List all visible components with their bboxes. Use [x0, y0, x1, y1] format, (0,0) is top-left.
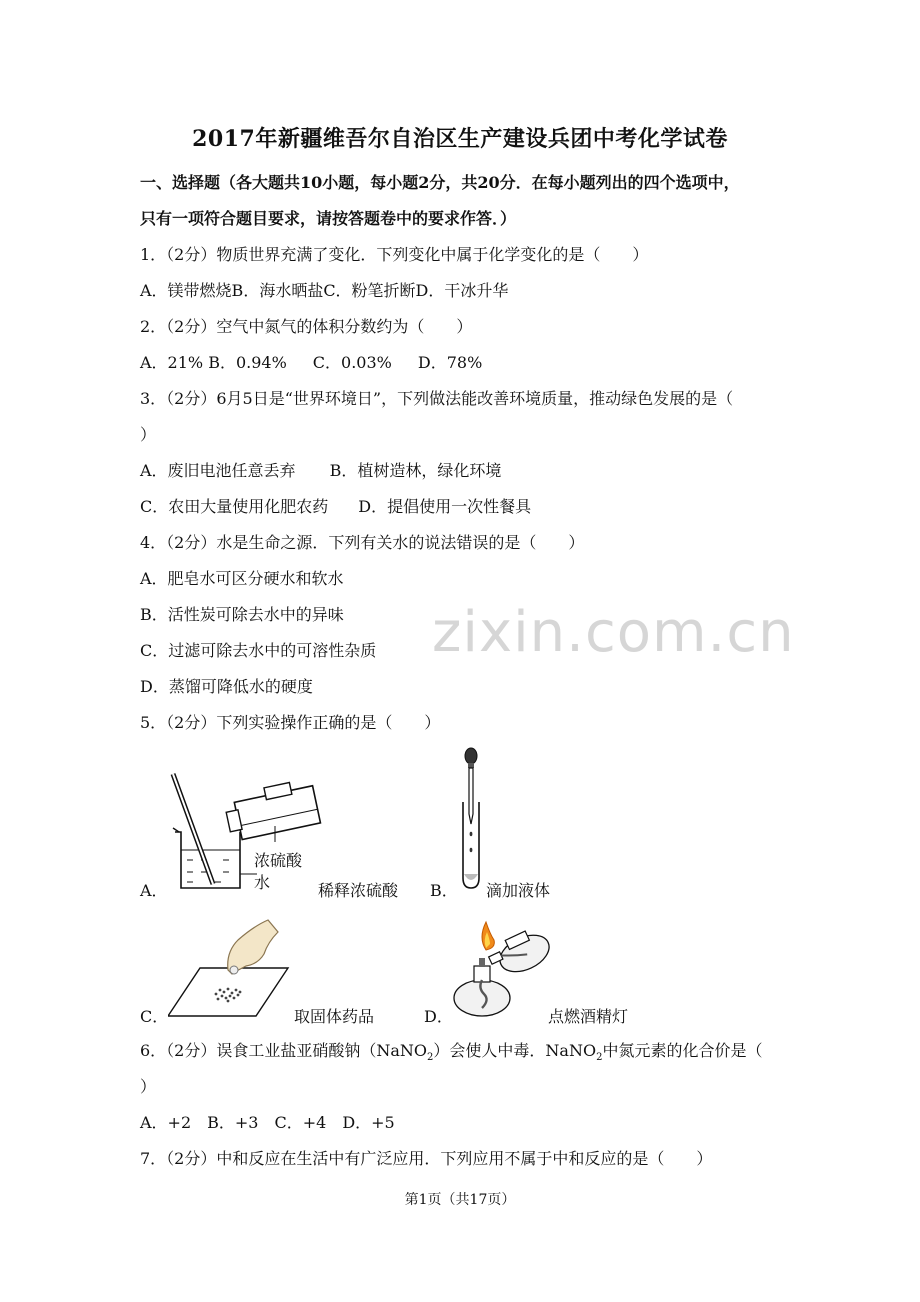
q5-option-d-caption: 点燃酒精灯	[548, 1007, 629, 1026]
q3-option-c: C．农田大量使用化肥农药	[140, 497, 329, 516]
q1-stem: 1．（2分）物质世界充满了变化．下列变化中属于化学变化的是（ ）	[140, 245, 649, 264]
q6-stem	[140, 1038, 762, 1063]
page-title: 2017年新疆维吾尔自治区生产建设兵团中考化学试卷	[192, 126, 728, 152]
q5-option-c-letter: C．	[140, 1007, 169, 1026]
q2-option-d: D．78%	[417, 353, 483, 372]
q4-option-d: D．蒸馏可降低水的硬度	[140, 677, 313, 696]
q3-stem-end: ）	[140, 425, 157, 444]
q5-option-a-letter: A．	[140, 881, 168, 900]
q3-stem: 3．（2分）6月5日是“世界环境日”，下列做法能改善环境质量，推动绿色发展的是（	[140, 389, 734, 408]
q4-option-b: B．活性炭可除去水中的异味	[140, 605, 344, 624]
q6-stem-part2: ）会使人中毒．NaNO	[433, 1041, 597, 1060]
q3-option-d: D．提倡使用一次性餐具	[358, 497, 532, 516]
q5-stem: 5．（2分）下列实验操作正确的是（ ）	[140, 713, 441, 732]
q3-options-row1	[140, 458, 501, 481]
q2-option-c: C．0.03%	[312, 353, 392, 372]
section-heading-line2: 只有一项符合题目要求，请按答题卷中的要求作答．）	[140, 209, 517, 228]
q6-options: A．+2 B．+3 C．+4 D．+5	[140, 1113, 395, 1132]
q6-stem-part3: 中氮元素的化合价是（	[602, 1041, 763, 1060]
q6-subscript-2: 2	[596, 1052, 603, 1064]
q5-option-d-letter: D．	[424, 1007, 453, 1026]
beaker-dilution-figure	[165, 770, 325, 895]
hand-solid-figure	[168, 912, 294, 1020]
q7-stem: 7．（2分）中和反应在生活中有广泛应用．下列应用不属于中和反应的是（ ）	[140, 1149, 713, 1168]
section-heading-line1: 一、选择题（各大题共10小题，每小题2分，共20分．在每小题列出的四个选项中，	[140, 173, 740, 192]
q5-option-b-caption: 滴加液体	[486, 881, 551, 900]
q6-stem-end: ）	[140, 1077, 157, 1096]
alcohol-lamp-figure	[452, 914, 556, 1020]
q5-option-a-caption: 稀释浓硫酸	[318, 881, 399, 900]
q6-subscript-1: 2	[427, 1052, 434, 1064]
page-footer: 第1页（共17页）	[404, 1192, 516, 1208]
q2-stem: 2．（2分）空气中氮气的体积分数约为（ ）	[140, 317, 473, 336]
q3-options-row2	[140, 494, 531, 517]
q1-options: A．镁带燃烧B．海水晒盐C．粉笔折断D．干冰升华	[140, 281, 509, 300]
dropper-test-tube-figure	[455, 746, 487, 896]
q2-option-a-b: A．21% B．0.94%	[140, 353, 287, 372]
q4-option-c: C．过滤可除去水中的可溶性杂质	[140, 641, 377, 660]
q2-options	[140, 350, 482, 373]
watermark: zixin.com.cn	[432, 600, 795, 665]
q3-option-a: A．废旧电池任意丢弃	[140, 461, 296, 480]
q5-option-c-caption: 取固体药品	[294, 1007, 375, 1026]
q4-option-a: A．肥皂水可区分硬水和软水	[140, 569, 344, 588]
q5-option-b-letter: B．	[430, 881, 458, 900]
q4-stem: 4．（2分）水是生命之源．下列有关水的说法错误的是（ ）	[140, 533, 585, 552]
q6-stem-part1: 6．（2分）误食工业盐亚硝酸钠（NaNO	[140, 1041, 428, 1060]
fig-a-label-water: 水	[254, 873, 271, 892]
fig-a-label-acid: 浓硫酸	[254, 851, 303, 870]
q3-option-b: B．植树造林，绿化环境	[329, 461, 502, 480]
